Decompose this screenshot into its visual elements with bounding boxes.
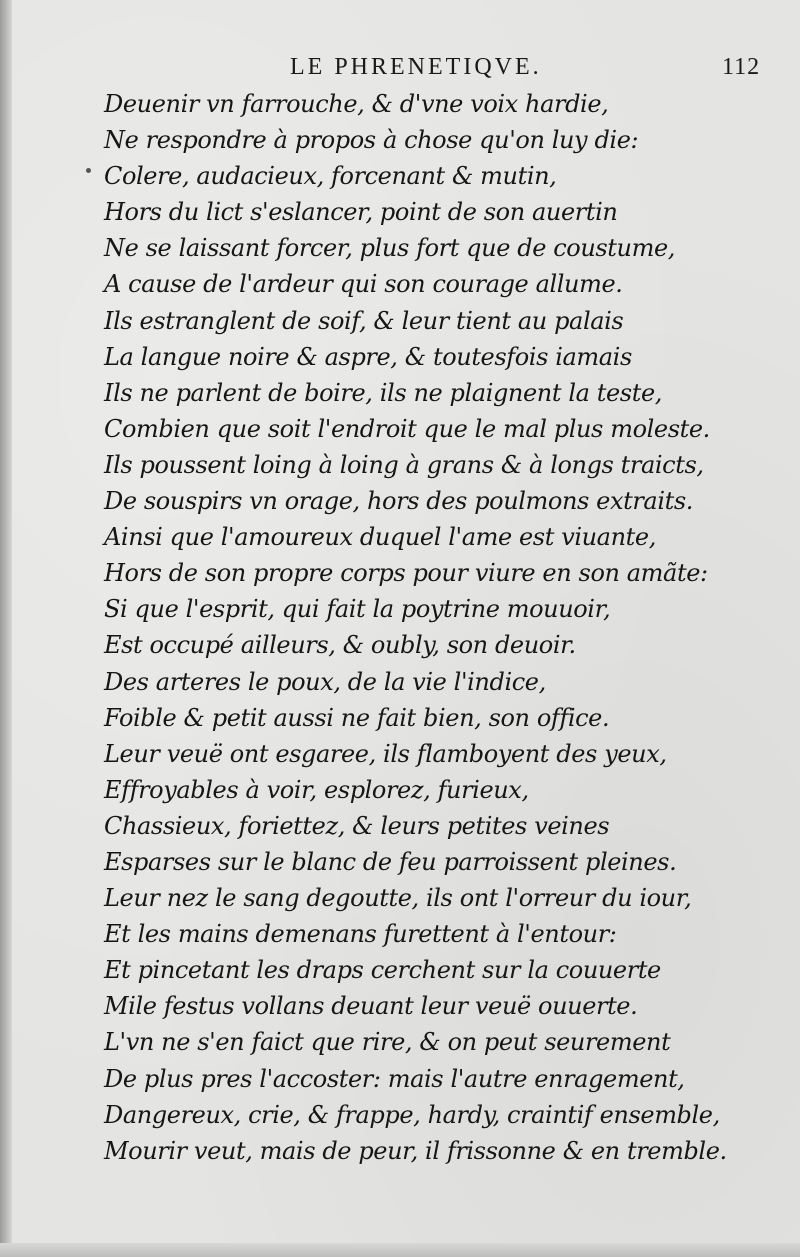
verse-line: Si que l'esprit, qui fait la poytrine mouuoir, [104, 595, 611, 624]
verse-line: De plus pres l'accoster: mais l'autre enragement, [104, 1064, 685, 1093]
verse-line: L'vn ne s'en faict que rire, & on peut seurement [104, 1028, 671, 1057]
verse-line: Et les mains demenans furettent à l'entour: [104, 920, 617, 949]
verse-line: Combien que soit l'endroit que le mal plus moleste. [104, 414, 710, 443]
page-gutter-shadow [0, 0, 12, 1257]
verse-line: Est occupé ailleurs, & oubly, son deuoir. [104, 631, 576, 660]
verse-line: Ils estranglent de soif, & leur tient au palais [104, 306, 624, 335]
verse-line: Mile festus vollans deuant leur veuë ouuerte. [104, 992, 638, 1021]
verse-line: Leur nez le sang degoutte, ils ont l'orreur du iour, [104, 884, 692, 913]
verse-line: Ne respondre à propos à chose qu'on luy die: [104, 126, 639, 155]
verse-line: Ainsi que l'amoureux duquel l'ame est viuante, [104, 523, 656, 552]
verse-line: Et pincetant les draps cerchent sur la couuerte [104, 956, 661, 985]
page-bottom-edge [0, 1243, 800, 1257]
verse-line: Ils ne parlent de boire, ils ne plaignent la teste, [104, 378, 662, 407]
verse-line: Mourir veut, mais de peur, il frissonne & en tremble. [104, 1136, 727, 1165]
page-number: 112 [722, 54, 761, 80]
verse-line: Ils poussent loing à loing à grans & à longs traicts, [104, 450, 704, 479]
verse-line: Hors du lict s'eslancer, point de son auertin [104, 198, 618, 227]
verse-line: Ne se laissant forcer, plus fort que de coustume, [104, 234, 675, 263]
verse-line: Deuenir vn farrouche, & d'vne voix hardie, [104, 90, 609, 118]
verse-line: Leur veuë ont esgaree, ils flamboyent des yeux, [104, 739, 667, 768]
verse-line: Hors de son propre corps pour viure en son amãte: [104, 559, 708, 588]
verse-line: Dangereux, crie, & frappe, hardy, craintif ensemble, [104, 1100, 720, 1129]
verse-line: Effroyables à voir, esplorez, furieux, [104, 775, 529, 804]
verse-line: Foible & petit aussi ne fait bien, son office. [104, 703, 610, 732]
verse-line: De souspirs vn orage, hors des poulmons extraits. [104, 487, 693, 516]
ink-speck [86, 168, 91, 173]
verse-block [104, 86, 784, 1169]
verse-line: Esparses sur le blanc de feu parroissent pleines. [104, 847, 677, 876]
verse-line: La langue noire & aspre, & toutesfois iamais [104, 342, 632, 371]
running-title: LE PHRENETIQVE. [290, 54, 542, 80]
verse-line: Chassieux, foriettez, & leurs petites veines [104, 811, 610, 840]
verse-line: Colere, audacieux, forcenant & mutin, [104, 162, 557, 191]
verse-line: Des arteres le poux, de la vie l'indice, [104, 667, 546, 696]
verse-line: A cause de l'ardeur qui son courage allume. [104, 270, 623, 299]
